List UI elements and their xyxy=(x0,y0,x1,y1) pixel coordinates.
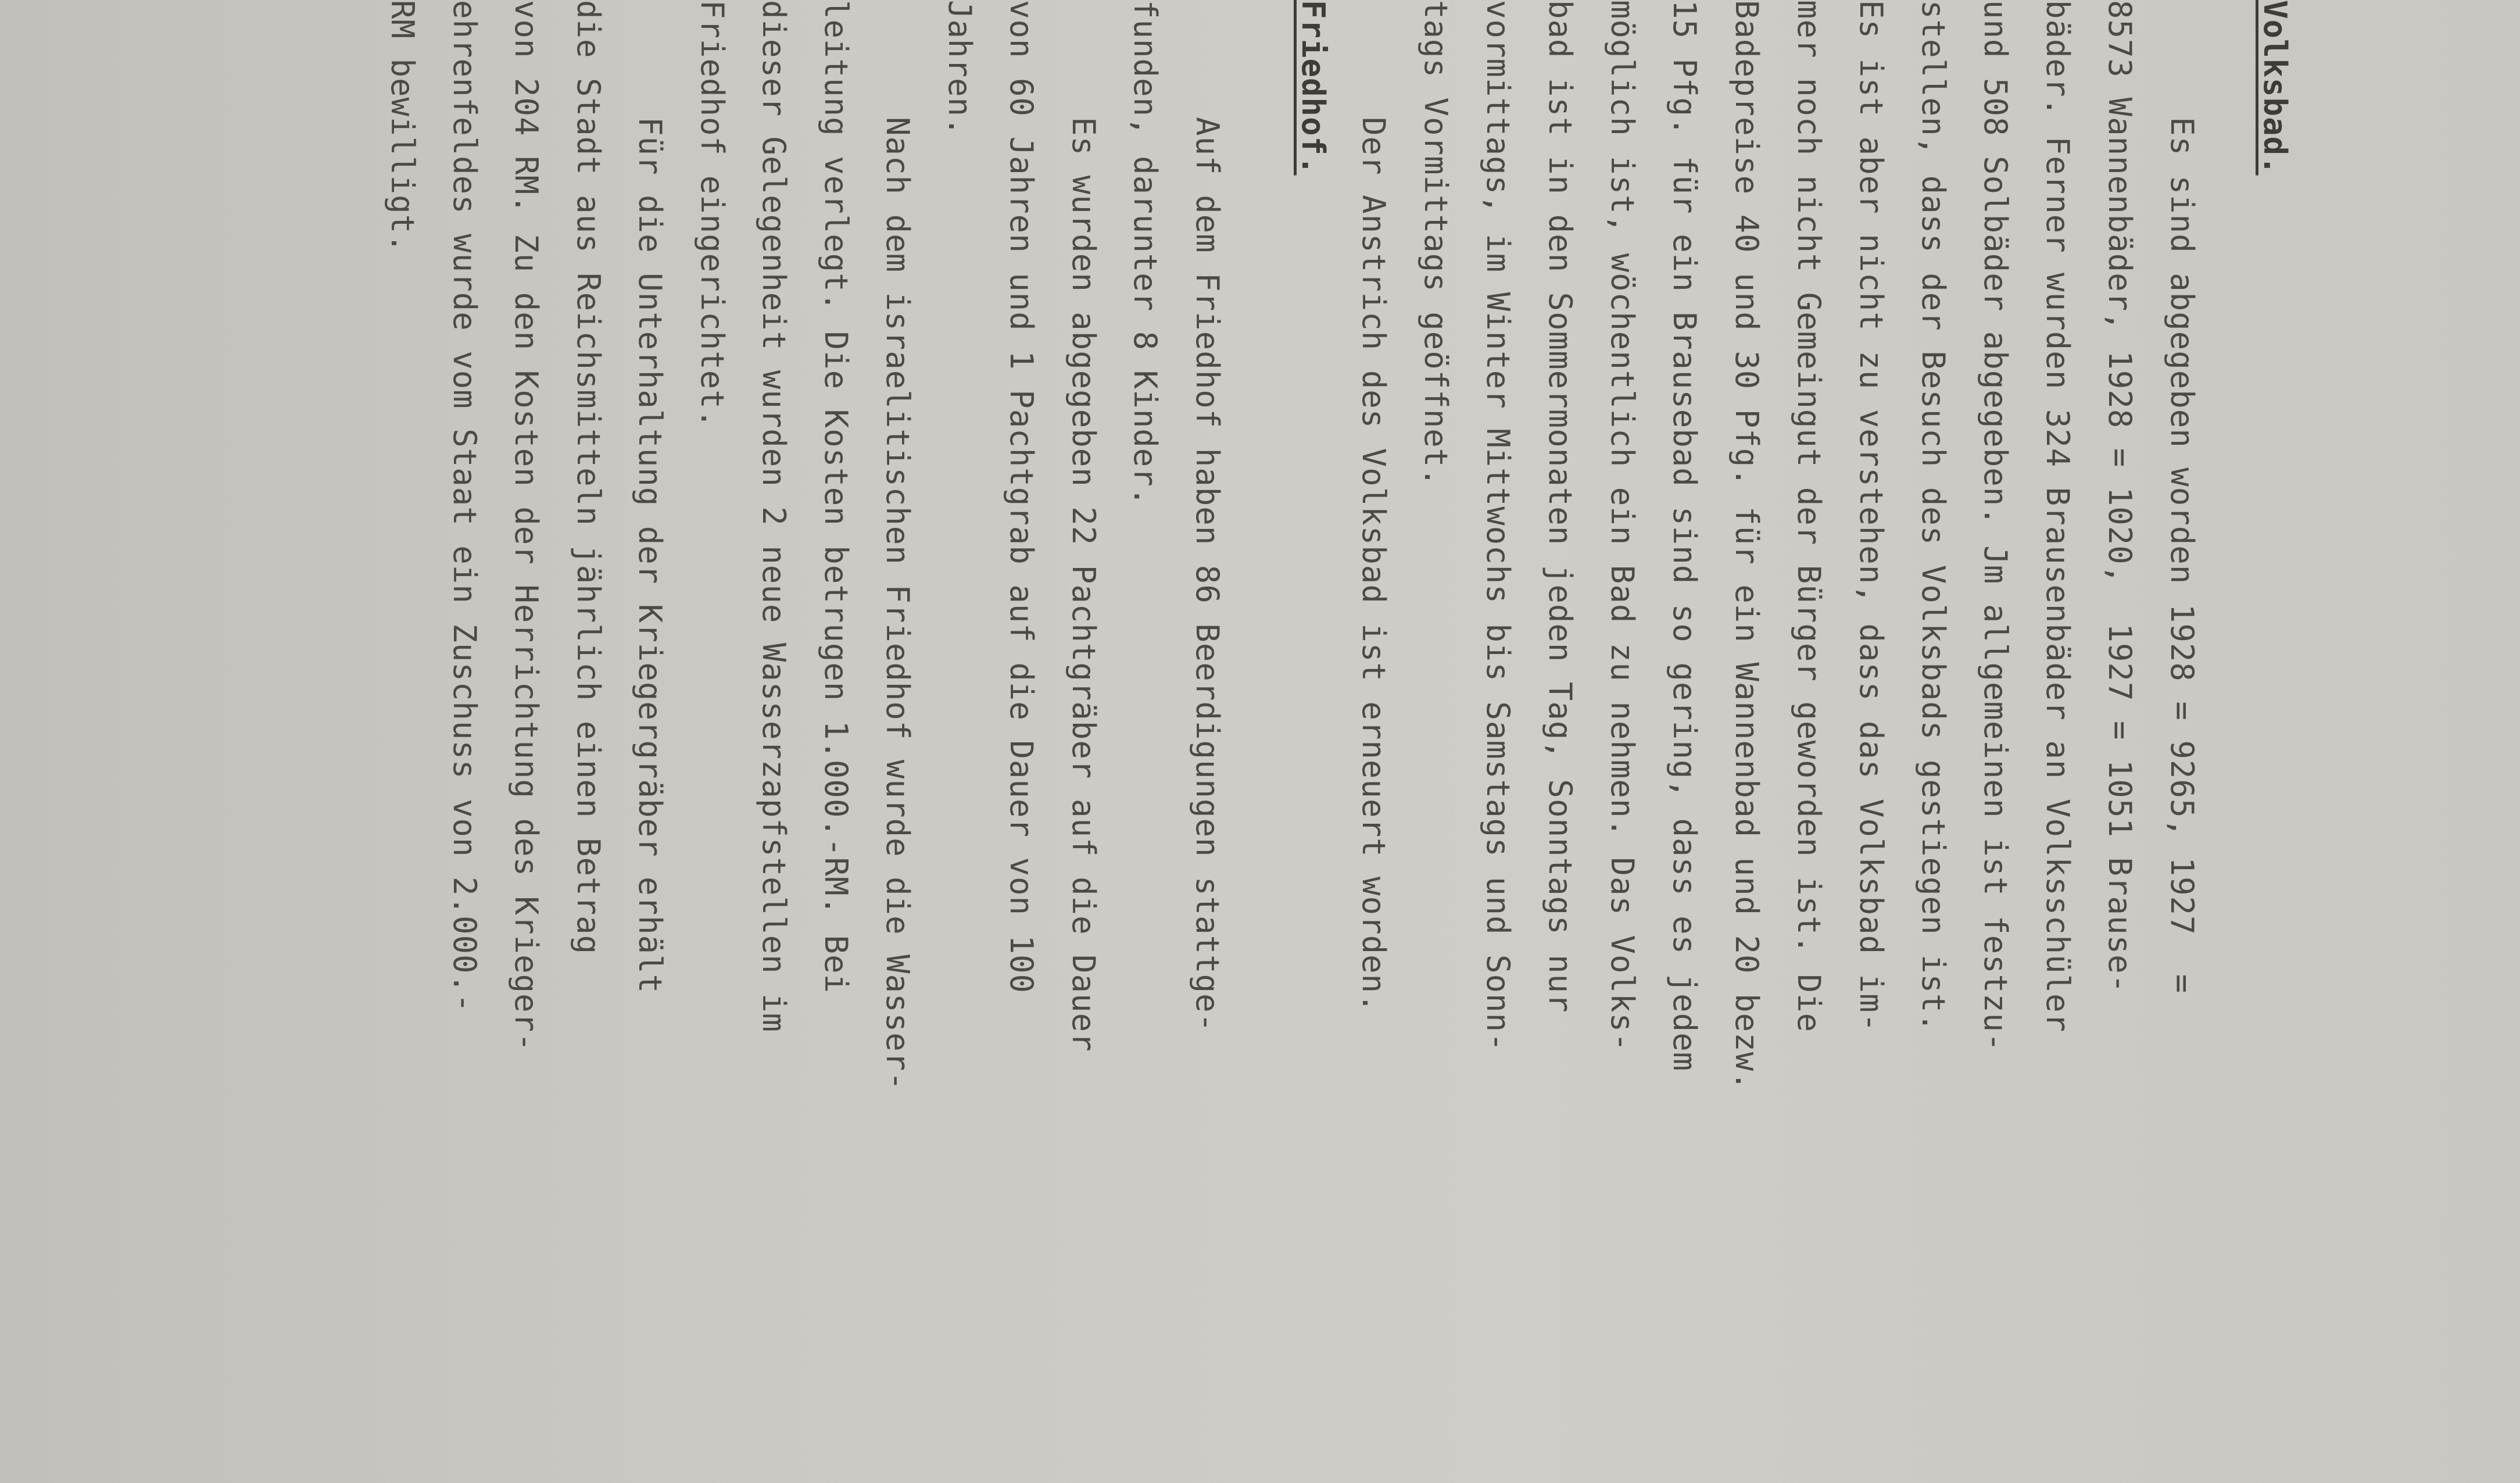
text-line: dieser Gelegenheit wurden 2 neue Wasserzapfstellen im xyxy=(756,0,793,1033)
text-line: mer noch nicht Gemeingut der Bürger geworden ist. Die xyxy=(1791,0,1827,1033)
text-line: leitung verlegt. Die Kosten betrugen 1.000.-RM. Bei xyxy=(818,0,854,994)
text-line: stellen, dass der Besuch des Volksbads gestiegen ist. xyxy=(1915,0,1952,1033)
text-line: bäder. Ferner wurden 324 Brausenbäder an Volksschüler xyxy=(2039,0,2076,1033)
text-line: Es sind abgegeben worden 1928 = 9265, 1927 = xyxy=(2164,0,2200,994)
text-line: vormittags, im Winter Mittwochs bis Samstags und Sonn- xyxy=(1480,0,1516,1052)
volksbad-heading: Volksbad. xyxy=(2257,0,2293,176)
text-line: Nach dem israelitischen Friedhof wurde die Wasser- xyxy=(879,0,917,1091)
text-line: und 508 Solbäder abgegeben. Jm allgemeinen ist festzu- xyxy=(1977,0,2014,1052)
text-line: Jahren. xyxy=(942,0,978,137)
text-line: funden, darunter 8 Kinder. xyxy=(1127,0,1164,507)
text-line: RM bewilligt. xyxy=(384,0,421,253)
text-line: Der Anstrich des Volksbad ist erneuert worden. xyxy=(1355,0,1392,1013)
text-line: 15 Pfg. für ein Brausebad sind so gering, dass es jedem xyxy=(1666,0,1703,1072)
text-line: Auf dem Friedhof haben 86 Beerdigungen stattge- xyxy=(1189,0,1226,1033)
text-line: möglich ist, wöchentlich ein Bad zu nehmen. Das Volks- xyxy=(1604,0,1641,1052)
text-line: von 60 Jahren und 1 Pachtgrab auf die Dauer von 100 xyxy=(1003,0,1040,994)
text-line: Für die Unterhaltung der Kriegergräber erhält xyxy=(632,0,669,994)
text-line: die Stadt aus Reichsmitteln jährlich einen Betrag xyxy=(570,0,607,955)
text-line: Es wurden abgegeben 22 Pachtgräber auf die Dauer xyxy=(1065,0,1102,1052)
text-line: ehrenfeldes wurde vom Staat ein Zuschuss von 2.000.- xyxy=(446,0,483,1013)
text-line: von 204 RM. Zu den Kosten der Herrichtung des Krieger- xyxy=(508,0,545,1052)
text-line: 8573 Wannenbäder, 1928 = 1020, 1927 = 1051 Brause- xyxy=(2102,0,2138,994)
text-line: tags Vormittags geöffnet. xyxy=(1418,0,1454,487)
text-line: Es ist aber nicht zu verstehen, dass das Volksbad im- xyxy=(1853,0,1889,1033)
friedhof-heading: Friedhof. xyxy=(1295,0,1331,176)
text-line: Badepreise 40 und 30 Pfg. für ein Wannenbad und 20 bezw. xyxy=(1728,0,1765,1091)
text-line: Friedhof eingerichtet. xyxy=(694,0,731,429)
text-line: bad ist in den Sommermonaten jeden Tag, Sonntags nur xyxy=(1542,0,1578,1013)
